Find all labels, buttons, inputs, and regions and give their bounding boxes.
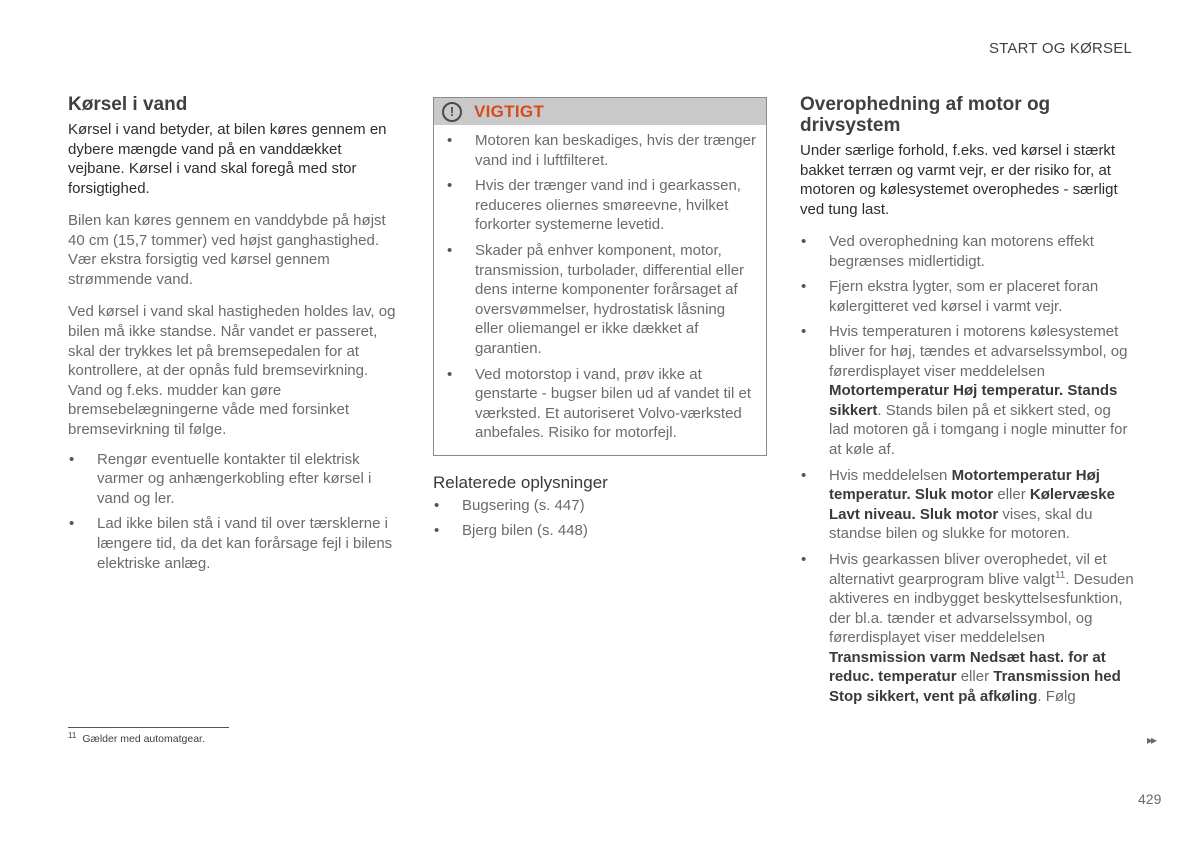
section-header: START OG KØRSEL (988, 40, 1132, 57)
footnote-text: Gælder med automatgear. (82, 733, 205, 745)
bullet-list (800, 232, 1135, 707)
bullet-icon: • (69, 450, 75, 468)
column-driving-in-water (68, 94, 400, 579)
warning-header (434, 98, 766, 125)
list-item: • Motoren kan beskadiges, hvis der trænger vand ind i luftfilteret. (447, 132, 756, 169)
list-item: • Fjern ekstra lygter, som er placeret foran kølergitteret ved kørsel i varmt vejr. (801, 278, 1099, 315)
list-item: • Rengør eventuelle kontakter til elektrisk varmer og anhængerkobling efter kørsel i vand og ler. (69, 450, 372, 507)
related-title: Relaterede oplysninger (433, 472, 608, 492)
exclamation-circle-icon: ! (442, 102, 462, 122)
body-paragraph: Ved kørsel i vand skal hastigheden holdes lav, og bilen må ikke standse. Når vandet er passeret, skal der trykkes let på bremsepedalen for at kontrollere, at der opnås fuld bremsevirkning. Vand og f.eks. mudder kan gøre bremsebelægningerne våde med forsinket bremsevirkning til følge. (68, 303, 396, 438)
bullet-icon: • (801, 278, 807, 296)
page-number: 429 (1138, 791, 1162, 807)
double-chevron-right-icon[interactable]: ▸▸ (1147, 733, 1156, 747)
related-link[interactable]: • Bugsering (s. 447) (434, 496, 585, 514)
footnote-ref[interactable]: 11 (1054, 569, 1066, 581)
display-message: Transmission varm Nedsæt hast. for at reduc. temperatur (829, 648, 1106, 686)
footnote-divider (68, 727, 229, 728)
list-item: • Hvis temperaturen i motorens kølesystemet bliver for høj, tændes et advarselssymbol, og førerdisplayet viser meddelelsen Motortemperatur Høj temperatur. Stands sikkert. Stands bilen på et sikkert sted, og lad motoren gå i tomgang i nogle minutter for at køle af. (801, 323, 1128, 458)
list-item: • Ved overophedning kan motorens effekt begrænses midlertidigt. (801, 233, 1094, 270)
footnote-number: 11 (68, 730, 77, 740)
warning-box (433, 97, 767, 456)
section-title: Kørsel i vand (68, 94, 188, 115)
bullet-icon: • (447, 132, 453, 149)
section-title: Overophedning af motor og drivsystem (800, 94, 1051, 136)
related-list (433, 496, 767, 540)
warning-list (434, 131, 766, 455)
intro-paragraph: Under særlige forhold, f.eks. ved kørsel i stærkt bakket terræn og varmt vejr, er der risiko for, at motoren og kølesystemet overophedes - særligt ved tung last. (800, 142, 1118, 218)
related-info (433, 473, 767, 540)
footnote (68, 730, 205, 745)
bullet-list (68, 450, 400, 574)
column-warning (433, 94, 767, 545)
bullet-icon: • (447, 365, 453, 383)
bullet-icon: • (447, 177, 453, 195)
bullet-icon: • (801, 466, 807, 484)
bullet-icon: • (447, 241, 453, 259)
column-overheating (800, 94, 1135, 713)
list-item: • Hvis gearkassen bliver overophedet, vil et alternativt gearprogram blive valgt$^{11}$. Desuden aktiveres en indbygget beskyttelsesfunktion, der bl.a. tænder et advarselssymbol, og førerdisplayet viser meddelelsen Transmission varm Nedsæt hast. for at reduc. temperatur eller Transmission hed Stop sikkert, vent på afkøling. Følg (801, 550, 1134, 706)
body-paragraph: Bilen kan køres gennem en vanddybde på højst 40 cm (15,7 tommer) ved højst ganghastighed. Vær ekstra forsigtig ved kørsel gennem strømmende vand. (68, 212, 386, 288)
display-message: Transmission hed Stop sikkert, vent på afkøling (829, 668, 1121, 706)
bullet-icon: • (801, 323, 807, 341)
list-item: • Hvis meddelelsen Motortemperatur Høj temperatur. Sluk motor eller Kølervæske Lavt niveau. Sluk motor vises, skal du standse bilen og slukke for motoren. (801, 466, 1115, 543)
bullet-icon: • (434, 521, 440, 539)
bullet-icon: • (434, 496, 440, 514)
display-message: Motortemperatur Høj temperatur. Stands sikkert (829, 382, 1118, 419)
list-item: • Ved motorstop i vand, prøv ikke at genstarte - bugser bilen ud af vandet til et værksted. Et autoriseret Volvo-værksted anbefales. Risiko for motorfejl. (447, 365, 752, 442)
list-item: • Lad ikke bilen stå i vand til over tærsklerne i længere tid, da det kan forårsage fejl i bilens elektriske anlæg. (69, 515, 393, 572)
display-message: Motortemperatur Høj temperatur. Sluk motor (829, 466, 1100, 504)
intro-paragraph: Kørsel i vand betyder, at bilen køres gennem en dybere mængde vand på en vanddækket vejbane. Kørsel i vand skal foregå med stor forsigtighed. (68, 121, 387, 197)
bullet-icon: • (801, 233, 807, 250)
list-item: • Hvis der trænger vand ind i gearkassen, reduceres oliernes smøreevne, hvilket forkorter systemerne levetid. (447, 177, 741, 234)
related-link[interactable]: • Bjerg bilen (s. 448) (434, 521, 588, 539)
bullet-icon: • (69, 515, 75, 533)
list-item: • Skader på enhver komponent, motor, transmission, turbolader, differential eller dens interne komponenter forårsaget af oversvømmelser, hydrostatisk låsning eller oliemangel er ikke dækket af garantien. (447, 241, 745, 357)
display-message: Kølervæske Lavt niveau. Sluk motor (829, 486, 1115, 523)
bullet-icon: • (801, 550, 807, 568)
warning-title: VIGTIGT (474, 101, 545, 121)
